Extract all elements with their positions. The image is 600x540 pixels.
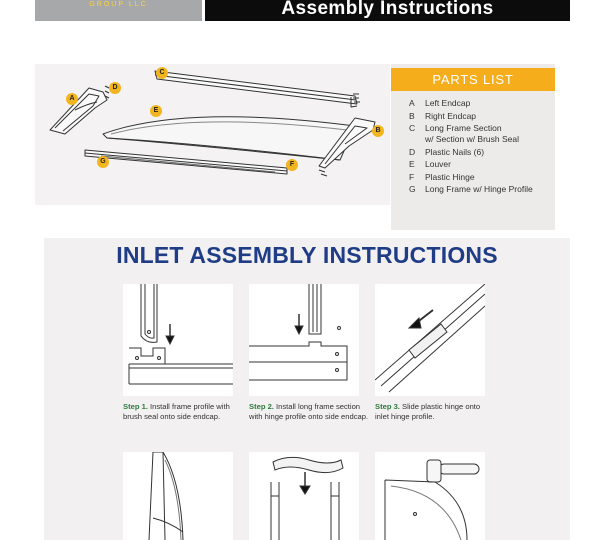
callout-a: A [66,93,78,105]
parts-list [391,64,555,230]
step-5-illustration [249,452,359,540]
step-2-caption: Step 2. Install long frame section with hinge profile onto side endcap. [249,402,369,421]
callout-b: B [372,125,384,137]
callout-g: G [97,156,109,168]
parts-list-title: PARTS LIST [391,68,555,91]
parts-list-item: E Louver [409,159,451,169]
step-2-illustration [249,284,359,396]
callout-e: E [150,105,162,117]
parts-list-item: F Plastic Hinge [409,172,475,182]
step-3-caption: Step 3. Slide plastic hinge onto inlet hinge profile. [375,402,481,421]
step-4-illustration [123,452,233,540]
callout-c: C [156,67,168,79]
step-6-illustration [375,452,485,540]
step-1-illustration [123,284,233,396]
parts-list-item: A Left Endcap [409,98,471,108]
parts-diagram [35,64,390,205]
company-name: GROUP LLC [89,1,148,8]
callout-f: F [286,159,298,171]
section-title: INLET ASSEMBLY INSTRUCTIONS [116,242,498,268]
inlet-assembly-section [44,238,570,540]
callout-d: D [109,82,121,94]
company-logo-bar [35,0,202,21]
parts-list-item: B Right Endcap [409,111,477,121]
parts-list-item-continuation: w/ Section w/ Brush Seal [425,134,520,144]
page-title: Assembly Instructions [281,0,494,19]
step-3-illustration [375,284,485,396]
parts-list-item: D Plastic Nails (6) [409,147,485,157]
parts-list-item: G Long Frame w/ Hinge Profile [409,184,533,194]
header-title-bar [205,0,570,21]
step-1-caption: Step 1. Install frame profile with brush seal onto side endcap. [123,402,230,421]
parts-illustration [35,64,390,205]
parts-list-item: C Long Frame Section [409,123,502,133]
